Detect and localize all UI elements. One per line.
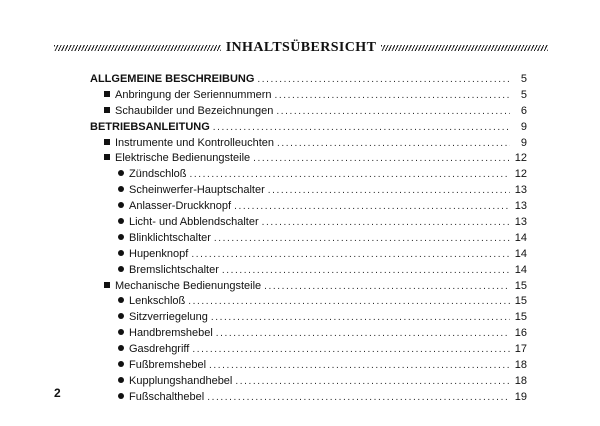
toc-entry-label: Zündschloß — [129, 168, 187, 181]
toc-page-number: 15 — [514, 311, 527, 324]
square-bullet-icon — [104, 104, 115, 120]
round-bullet-icon — [118, 167, 129, 183]
toc-entry-row[interactable] — [90, 167, 527, 183]
round-bullet-icon — [118, 183, 129, 199]
toc-entry-label: Lenkschloß — [129, 295, 186, 308]
toc-page-number: 14 — [514, 247, 527, 260]
toc-entry-row[interactable] — [90, 151, 527, 167]
toc-page-number: 9 — [520, 120, 527, 133]
dot-leader — [264, 279, 510, 295]
toc-page-number: 14 — [514, 231, 527, 244]
dot-leader — [276, 104, 510, 120]
toc-entry-row[interactable] — [90, 247, 527, 263]
dot-leader — [222, 263, 510, 279]
toc-entry-label: ALLGEMEINE BESCHREIBUNG — [90, 73, 255, 85]
toc-page-number: 5 — [520, 88, 527, 101]
square-bullet-icon — [104, 88, 115, 104]
toc-entry-row[interactable] — [90, 183, 527, 199]
round-bullet-icon — [118, 247, 129, 263]
page-title: INHALTSÜBERSICHT — [225, 40, 377, 55]
round-bullet-icon — [118, 231, 129, 247]
toc-entry-label: Licht- und Abblendschalter — [129, 216, 259, 229]
round-bullet-icon — [118, 342, 129, 358]
toc-entry-row[interactable] — [90, 231, 527, 247]
toc-page-number: 9 — [520, 136, 527, 149]
square-bullet-icon — [104, 136, 115, 152]
round-bullet-icon — [118, 310, 129, 326]
round-bullet-icon — [118, 215, 129, 231]
toc-entry-row[interactable] — [90, 310, 527, 326]
round-bullet-icon — [118, 326, 129, 342]
dot-leader — [209, 358, 510, 374]
dot-leader — [257, 72, 510, 88]
toc-page-number: 13 — [514, 216, 527, 229]
toc-page-number: 5 — [520, 73, 527, 85]
table-of-contents — [90, 72, 527, 406]
toc-entry-label: Blinklichtschalter — [129, 231, 211, 244]
toc-entry-label: BETRIEBSANLEITUNG — [90, 120, 210, 133]
toc-page-number: 17 — [514, 343, 527, 356]
square-bullet-icon — [104, 279, 115, 295]
square-bullet-icon — [104, 151, 115, 167]
round-bullet-icon — [118, 263, 129, 279]
dot-leader — [192, 342, 510, 358]
toc-entry-row[interactable] — [90, 279, 527, 295]
right-hatch-rule — [381, 45, 548, 51]
dot-leader — [213, 120, 510, 136]
toc-entry-label: Anlasser-Druckknopf — [129, 200, 232, 213]
toc-entry-row[interactable] — [90, 358, 527, 374]
dot-leader — [211, 310, 510, 326]
dot-leader — [262, 215, 510, 231]
toc-page-number: 13 — [514, 184, 527, 197]
toc-entry-label: Gasdrehgriff — [129, 343, 190, 356]
toc-page-number: 19 — [514, 390, 527, 403]
toc-entry-label: Handbremshebel — [129, 327, 213, 340]
dot-leader — [253, 151, 510, 167]
toc-entry-row[interactable] — [90, 374, 527, 390]
toc-page-number: 14 — [514, 263, 527, 276]
toc-page-number: 12 — [514, 152, 527, 165]
dot-leader — [207, 390, 510, 406]
toc-entry-label: Fußschalthebel — [129, 390, 205, 403]
toc-entry-label: Instrumente und Kontrolleuchten — [115, 136, 274, 149]
round-bullet-icon — [118, 294, 129, 310]
dot-leader — [216, 326, 510, 342]
toc-entry-row[interactable] — [90, 136, 527, 152]
toc-page-number: 13 — [514, 200, 527, 213]
dot-leader — [235, 374, 510, 390]
toc-section-row[interactable] — [90, 120, 527, 136]
toc-entry-row[interactable] — [90, 326, 527, 342]
dot-leader — [268, 183, 510, 199]
toc-entry-label: Elektrische Bedienungsteile — [115, 152, 251, 165]
toc-page-number: 15 — [514, 295, 527, 308]
toc-page-number: 6 — [520, 104, 527, 117]
toc-entry-row[interactable] — [90, 263, 527, 279]
dot-leader — [188, 294, 510, 310]
toc-entry-label: Schaubilder und Bezeichnungen — [115, 104, 274, 117]
toc-section-row[interactable] — [90, 72, 527, 88]
dot-leader — [234, 199, 510, 215]
round-bullet-icon — [118, 358, 129, 374]
dot-leader — [214, 231, 510, 247]
toc-page-number: 18 — [514, 374, 527, 387]
dot-leader — [275, 88, 510, 104]
title-bar — [54, 38, 548, 58]
dot-leader — [277, 136, 510, 152]
toc-entry-label: Kupplungshandhebel — [129, 374, 233, 387]
toc-entry-row[interactable] — [90, 390, 527, 406]
toc-entry-row[interactable] — [90, 342, 527, 358]
toc-page-number: 18 — [514, 359, 527, 372]
left-hatch-rule — [54, 45, 221, 51]
toc-entry-label: Mechanische Bedienungsteile — [115, 279, 262, 292]
round-bullet-icon — [118, 390, 129, 406]
toc-page-number: 15 — [514, 279, 527, 292]
toc-entry-row[interactable] — [90, 199, 527, 215]
toc-entry-row[interactable] — [90, 294, 527, 310]
toc-entry-label: Scheinwerfer-Hauptschalter — [129, 184, 265, 197]
dot-leader — [191, 247, 510, 263]
toc-entry-row[interactable] — [90, 215, 527, 231]
page-number: 2 — [54, 386, 61, 400]
round-bullet-icon — [118, 374, 129, 390]
toc-entry-row[interactable] — [90, 88, 527, 104]
toc-entry-label: Fußbremshebel — [129, 359, 207, 372]
toc-page-number: 16 — [514, 327, 527, 340]
toc-entry-label: Bremslichtschalter — [129, 263, 219, 276]
dot-leader — [189, 167, 510, 183]
toc-page-number: 12 — [514, 168, 527, 181]
toc-entry-label: Anbringung der Seriennummern — [115, 88, 272, 101]
toc-entry-label: Hupenknopf — [129, 247, 189, 260]
toc-entry-label: Sitzverriegelung — [129, 311, 208, 324]
toc-entry-row[interactable] — [90, 104, 527, 120]
round-bullet-icon — [118, 199, 129, 215]
